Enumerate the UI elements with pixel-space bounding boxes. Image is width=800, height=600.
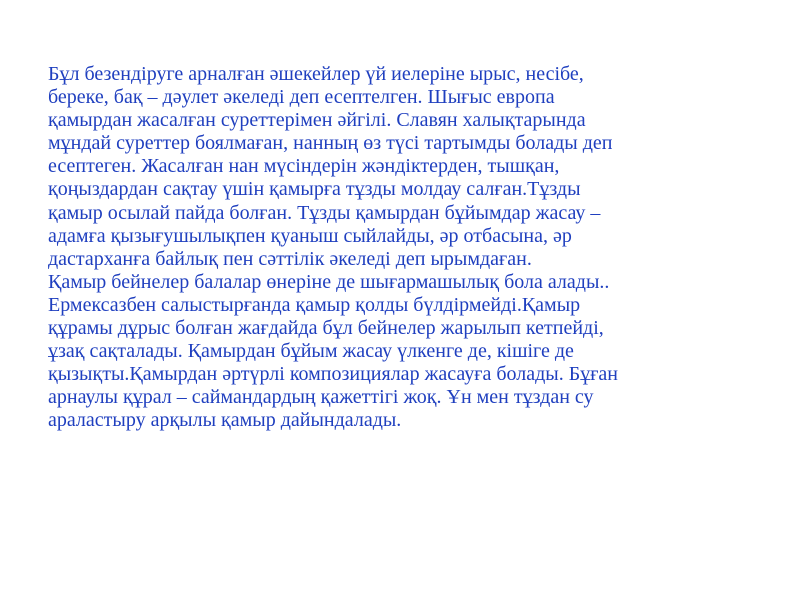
text-line: адамға қызығушылықпен қуаныш сыйлайды, әр отбасына, әр	[48, 224, 572, 247]
text-line: береке, бақ – дәулет әкеледі деп есептелген. Шығыс европа	[48, 86, 555, 109]
text-line: Ермексазбен салыстырғанда қамыр қолды бүлдірмейді.Қамыр	[48, 293, 581, 316]
text-line: дастарханға байлық пен сәттілік әкеледі деп ырымдаған.	[48, 247, 532, 270]
text-line: қызықты.Қамырдан әртүрлі композициялар жасауға болады. Бұған	[48, 363, 618, 386]
text-line: қамырдан жасалған суреттерімен әйгілі. Славян халықтарында	[48, 109, 586, 132]
text-line: арнаулы құрал – саймандардың қажеттігі жоқ. Ұн мен тұздан су	[48, 386, 594, 409]
text-line: мұндай суреттер боялмаған, нанның өз түсі тартымды болады деп	[48, 132, 613, 155]
text-line: есептеген. Жасалған нан мүсіндерін жәндіктерден, тышқан,	[48, 155, 560, 178]
body-text	[48, 63, 768, 433]
text-line: құрамы дұрыс болған жағдайда бұл бейнелер жарылып кетпейді,	[48, 317, 604, 340]
text-line: ұзақ сақталады. Қамырдан бұйым жасау үлкенге де, кішіге де	[48, 340, 574, 363]
text-line: Бұл безендіруге арналған әшекейлер үй иелеріне ырыс, несібе,	[48, 63, 584, 85]
text-line: қоңыздардан сақтау үшін қамырға тұзды молдау салған.Тұзды	[48, 178, 581, 201]
text-line: араластыру арқылы қамыр дайындалады.	[48, 409, 402, 432]
text-line: қамыр осылай пайда болған. Тұзды қамырдан бұйымдар жасау –	[48, 201, 601, 224]
text-line: Қамыр бейнелер балалар өнеріне де шығармашылық бола алады..	[48, 270, 610, 293]
